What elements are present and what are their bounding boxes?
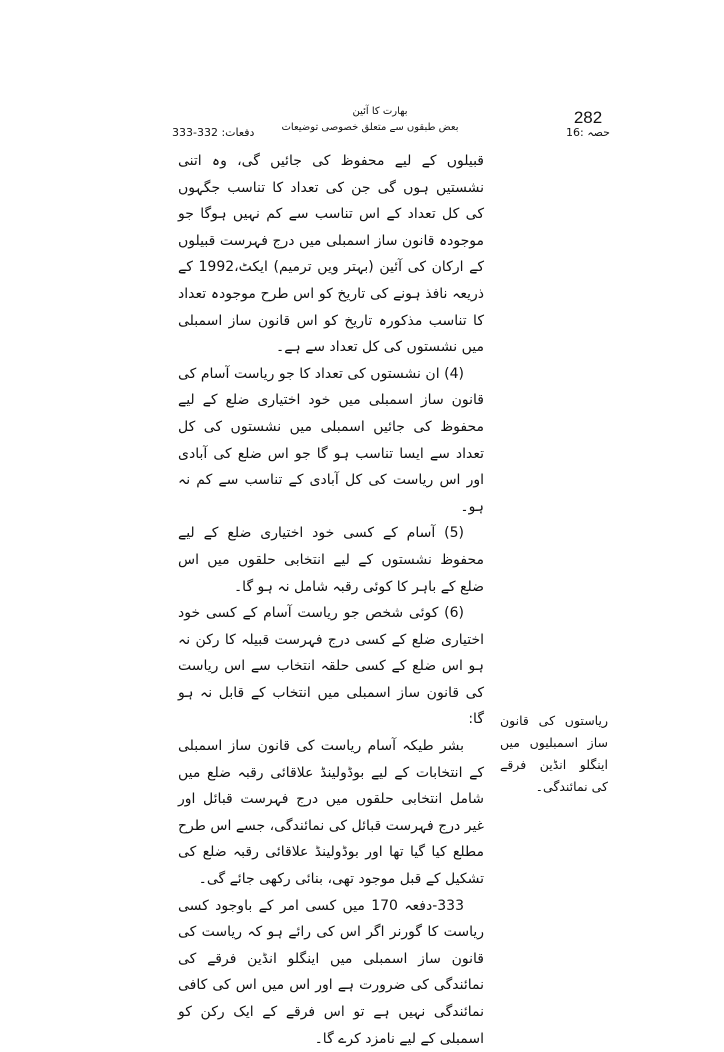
- page-number: 282: [573, 108, 603, 127]
- articles-reference: دفعات: 332-333: [172, 126, 255, 139]
- section-reference: حصہ :16: [566, 126, 610, 139]
- paragraph-article-333: 333-دفعہ 170 میں کسی امر کے باوجود کسی ریاست کا گورنر اگر اس کی رائے ہو کہ ریاست کی قانون ساز اسمبلی میں اینگلو انڈین فرقے کی نمائندگی کی ضرورت ہے اور اس میں اس کی کافی نمائندگی نہیں ہے تو اس فرقے کے ایک رکن کو اسمبلی کے لیے نامزد کرے گا۔: [178, 897, 484, 1047]
- paragraph-proviso: بشر طیکہ آسام ریاست کی قانون ساز اسمبلی کے انتخابات کے لیے بوڈولینڈ علاقائی رقبہ ضلع میں شامل انتخابی حلقوں میں درج فہرست قبائل اور غیر درج فہرست قبائل کی نمائندگی، جسے اس طرح مطلع کیا گیا تھا اور بوڈولینڈ علاقائی رقبہ ضلع کی تشکیل کے قبل موجود تھی، بنائی رکھی جائے گی۔: [178, 738, 484, 888]
- body-text: [178, 148, 484, 1052]
- paragraph-clause-5: (5) آسام کے کسی خود اختیاری ضلع کے لیے محفوظ نشستوں کے لیے انتخابی حلقوں میں اس ضلع کے باہر کا کوئی رقبہ شامل نہ ہو گا۔: [178, 525, 484, 595]
- paragraph-clause-6: (6) کوئی شخص جو ریاست آسام کے کسی خود اختیاری ضلع کے کسی درج فہرست قبیلہ کا رکن نہ ہو اس ضلع کے کسی حلقہ انتخاب سے اس ریاست کی قانون ساز اسمبلی میں انتخاب کے قابل نہ ہو گا:: [178, 605, 484, 728]
- running-subtitle: بعض طبقوں سے متعلق خصوصی توضیعات: [281, 122, 459, 133]
- running-title: بھارت کا آئین: [352, 106, 408, 117]
- paragraph-continuation: قبیلوں کے لیے محفوظ کی جائیں گی، وہ اتنی نشستیں ہوں گی جن کی تعداد کا تناسب جگہوں کی کل تعداد کے اس تناسب سے کم نہیں ہوگا جو موجودہ قانون ساز اسمبلی میں درج فہرست قبیلوں کے ارکان کی آئین (بہتر ویں ترمیم) ایکٹ،1992 کے ذریعہ نافذ ہونے کی تاریخ کو اس طرح موجودہ تعداد کا تناسب مذکورہ تاریخ کو اس قانون ساز اسمبلی میں نشستوں کی کل تعداد سے ہے۔: [178, 153, 484, 356]
- paragraph-clause-4: (4) ان نشستوں کی تعداد کا جو ریاست آسام کی قانون ساز اسمبلی میں خود اختیاری ضلع کے لیے محفوظ کی جائیں اسمبلی میں نشستوں کی کل تعداد سے ایسا تناسب ہو گا جو اس ضلع کی آبادی اور اس ریاست کی کل آبادی کے تناسب سے کم نہ ہو۔: [178, 365, 484, 515]
- margin-note: ریاستوں کی قانون ساز اسمبلیوں میں اینگلو انڈین فرقے کی نمائندگی۔: [500, 713, 608, 794]
